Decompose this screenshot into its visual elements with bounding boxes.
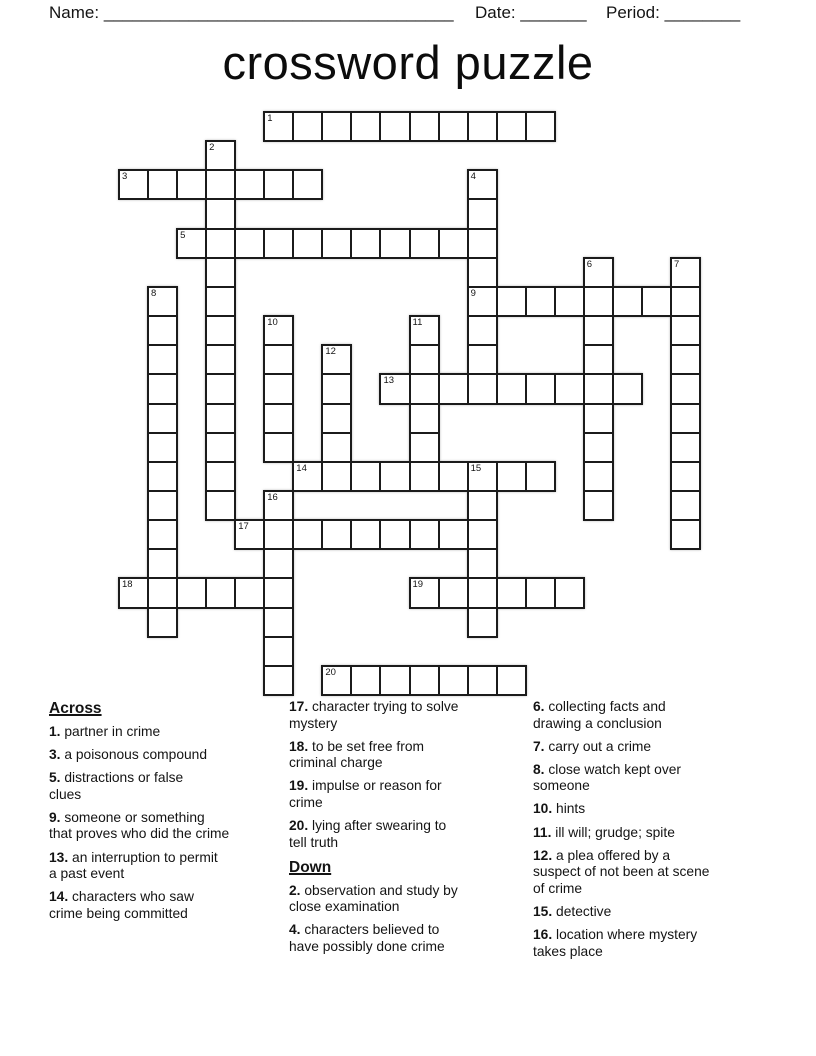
grid-cell[interactable] [147, 373, 178, 404]
clue-number: 8. [533, 761, 545, 777]
grid-cell[interactable] [292, 461, 323, 492]
clue-item: 6. collecting facts and drawing a conclusion [533, 699, 666, 731]
clue-number: 12. [533, 847, 553, 863]
grid-cell[interactable] [467, 315, 498, 346]
grid-cell[interactable] [350, 228, 381, 259]
grid-cell[interactable] [147, 577, 178, 608]
grid-cell[interactable] [205, 140, 236, 171]
grid-cell[interactable] [147, 490, 178, 521]
grid-cell[interactable] [670, 286, 701, 317]
grid-cell[interactable] [525, 373, 556, 404]
cell-number: 9 [470, 287, 476, 299]
grid-cell[interactable] [292, 111, 323, 142]
grid-cell[interactable] [118, 577, 149, 608]
grid-cell[interactable] [496, 286, 527, 317]
cell-number: 6 [586, 258, 593, 270]
grid-cell[interactable] [176, 577, 207, 608]
grid-cell[interactable] [147, 169, 178, 200]
clue-number: 17. [289, 699, 309, 714]
grid-cell[interactable] [409, 519, 440, 550]
grid-cell[interactable] [263, 373, 294, 404]
grid-cell[interactable] [670, 315, 701, 346]
cell-number: 7 [673, 258, 680, 270]
grid-cell[interactable] [205, 373, 236, 404]
cell-number: 10 [267, 317, 278, 329]
grid-cell[interactable] [438, 228, 469, 259]
grid-cell[interactable] [525, 577, 556, 608]
clue-number: 4. [289, 922, 301, 938]
grid-cell[interactable] [321, 373, 352, 404]
grid-cell[interactable] [670, 403, 701, 434]
grid-cell[interactable] [234, 169, 265, 200]
grid-cell[interactable] [234, 519, 265, 550]
grid-cell[interactable] [147, 315, 178, 346]
grid-cell[interactable] [467, 461, 498, 492]
grid-cell[interactable] [321, 344, 352, 375]
clue-item: 14. characters who saw crime being committed [49, 889, 194, 921]
clue-number: 5. [49, 770, 61, 786]
clue-number: 20. [289, 818, 309, 834]
grid-cell[interactable] [554, 286, 585, 317]
grid-cell[interactable] [583, 315, 614, 346]
grid-cell[interactable] [409, 344, 440, 375]
grid-cell[interactable] [205, 461, 236, 492]
grid-cell[interactable] [205, 257, 236, 288]
grid-cell[interactable] [438, 111, 469, 142]
clue-number: 2. [289, 882, 301, 898]
grid-cell[interactable] [670, 490, 701, 521]
grid-cell[interactable] [409, 111, 440, 142]
grid-cell[interactable] [292, 228, 323, 259]
grid-cell[interactable] [205, 315, 236, 346]
grid-cell[interactable] [583, 344, 614, 375]
grid-cell[interactable] [205, 286, 236, 317]
grid-cell[interactable] [670, 257, 701, 288]
grid-cell[interactable] [147, 432, 178, 463]
clue-number: 1. [49, 724, 61, 739]
grid-cell[interactable] [321, 665, 352, 696]
grid-cell[interactable] [321, 519, 352, 550]
grid-cell[interactable] [409, 432, 440, 463]
grid-cell[interactable] [409, 461, 440, 492]
cell-number: 3 [122, 171, 128, 183]
grid-cell[interactable] [554, 373, 585, 404]
clue-item: 11. ill will; grudge; spite [533, 824, 675, 840]
clue-number: 10. [533, 801, 553, 817]
grid-cell[interactable] [670, 373, 701, 404]
grid-cell[interactable] [205, 344, 236, 375]
grid-cell[interactable] [147, 548, 178, 579]
grid-cell[interactable] [583, 373, 614, 404]
grid-cell[interactable] [263, 490, 294, 521]
grid-cell[interactable] [496, 111, 527, 142]
period-line[interactable]: ________ [664, 3, 741, 22]
grid-cell[interactable] [525, 286, 556, 317]
clue-number: 14. [49, 889, 69, 905]
grid-cell[interactable] [350, 665, 381, 696]
clue-number: 6. [533, 699, 545, 714]
grid-cell[interactable] [583, 403, 614, 434]
clue-column-left [49, 699, 293, 929]
grid-cell[interactable] [438, 461, 469, 492]
grid-cell[interactable] [205, 577, 236, 608]
grid-cell[interactable] [438, 373, 469, 404]
grid-cell[interactable] [641, 286, 672, 317]
grid-cell[interactable] [496, 461, 527, 492]
grid-cell[interactable] [583, 490, 614, 521]
grid-cell[interactable] [350, 519, 381, 550]
clue-item: 10. hints [533, 801, 586, 817]
cell-number: 14 [296, 462, 307, 474]
grid-cell[interactable] [205, 403, 236, 434]
grid-cell[interactable] [409, 228, 440, 259]
grid-cell[interactable] [379, 665, 410, 696]
across-heading: Across [49, 700, 102, 717]
clue-column-middle [289, 699, 533, 962]
down-heading: Down [289, 858, 332, 876]
cell-number: 5 [180, 229, 186, 241]
grid-cell[interactable] [670, 519, 701, 550]
grid-cell[interactable] [467, 548, 498, 579]
grid-cell[interactable] [205, 169, 236, 200]
grid-cell[interactable] [263, 169, 294, 200]
clue-item: 7. carry out a crime [533, 738, 652, 754]
grid-cell[interactable] [205, 228, 236, 259]
grid-cell[interactable] [670, 432, 701, 463]
grid-cell[interactable] [321, 111, 352, 142]
grid-cell[interactable] [438, 665, 469, 696]
grid-cell[interactable] [525, 461, 556, 492]
cell-number: 4 [470, 171, 476, 183]
grid-cell[interactable] [379, 111, 410, 142]
grid-cell[interactable] [147, 344, 178, 375]
grid-cell[interactable] [409, 315, 440, 346]
grid-cell[interactable] [467, 257, 498, 288]
grid-cell[interactable] [467, 111, 498, 142]
cell-number: 12 [325, 346, 336, 358]
clue-item: 16. location where mystery takes place [533, 927, 698, 959]
grid-cell[interactable] [147, 286, 178, 317]
grid-cell[interactable] [467, 519, 498, 550]
grid-cell[interactable] [234, 228, 265, 259]
cell-number: 1 [267, 113, 273, 124]
grid-cell[interactable] [263, 403, 294, 434]
grid-cell[interactable] [467, 286, 498, 317]
cell-number: 19 [412, 579, 424, 591]
grid-cell[interactable] [176, 228, 207, 259]
cell-number: 17 [238, 521, 249, 533]
clue-item: 17. character trying to solve mystery [289, 699, 459, 731]
grid-cell[interactable] [467, 228, 498, 259]
grid-cell[interactable] [147, 461, 178, 492]
cell-number: 8 [151, 287, 157, 299]
grid-cell[interactable] [292, 519, 323, 550]
grid-cell[interactable] [496, 577, 527, 608]
clue-number: 19. [289, 778, 309, 794]
name-line[interactable]: _____________________________________ [103, 3, 454, 22]
grid-cell[interactable] [292, 169, 323, 200]
grid-cell[interactable] [379, 373, 410, 404]
grid-cell[interactable] [467, 665, 498, 696]
grid-cell[interactable] [670, 461, 701, 492]
grid-cell[interactable] [496, 373, 527, 404]
grid-cell[interactable] [583, 286, 614, 317]
grid-cell[interactable] [263, 111, 294, 142]
grid-cell[interactable] [409, 373, 440, 404]
grid-cell[interactable] [583, 461, 614, 492]
clue-item: 8. close watch kept over someone [533, 761, 682, 794]
grid-cell[interactable] [438, 519, 469, 550]
grid-cell[interactable] [670, 344, 701, 375]
clue-number: 7. [533, 738, 545, 754]
cell-number: 15 [470, 462, 482, 474]
clue-item: 15. detective [533, 903, 612, 919]
grid-cell[interactable] [263, 228, 294, 259]
name-label: Name: [49, 3, 100, 22]
grid-cell[interactable] [525, 111, 556, 142]
clue-item: 19. impulse or reason for crime [289, 778, 442, 810]
grid-cell[interactable] [379, 461, 410, 492]
grid-cell[interactable] [205, 490, 236, 521]
grid-cell[interactable] [263, 548, 294, 579]
period-label: Period: [606, 3, 660, 22]
clue-column-right [533, 699, 777, 967]
cell-number: 13 [383, 375, 395, 387]
clue-item: 20. lying after swearing to tell truth [289, 818, 447, 850]
cell-number: 16 [267, 491, 278, 503]
grid-cell[interactable] [321, 228, 352, 259]
grid-cell[interactable] [554, 577, 585, 608]
grid-cell[interactable] [467, 198, 498, 229]
grid-cell[interactable] [467, 169, 498, 200]
grid-cell[interactable] [147, 403, 178, 434]
grid-cell[interactable] [350, 111, 381, 142]
grid-cell[interactable] [467, 577, 498, 608]
clue-number: 3. [49, 747, 61, 763]
grid-cell[interactable] [263, 519, 294, 550]
grid-cell[interactable] [176, 169, 207, 200]
clue-number: 16. [533, 927, 553, 943]
clue-item: 2. observation and study by close examination [289, 882, 458, 915]
grid-cell[interactable] [147, 519, 178, 550]
date-label: Date: [475, 3, 516, 22]
grid-cell[interactable] [467, 373, 498, 404]
grid-cell[interactable] [263, 344, 294, 375]
grid-cell[interactable] [350, 461, 381, 492]
clue-item: 18. to be set free from criminal charge [289, 738, 424, 771]
grid-cell[interactable] [467, 344, 498, 375]
grid-cell[interactable] [583, 432, 614, 463]
grid-cell[interactable] [234, 577, 265, 608]
grid-cell[interactable] [409, 403, 440, 434]
grid-cell[interactable] [321, 403, 352, 434]
clue-item: 12. a plea offered by a suspect of not been at scene of crime [533, 847, 710, 896]
grid-cell[interactable] [263, 432, 294, 463]
clue-item: 3. a poisonous compound [49, 747, 208, 763]
clue-number: 9. [49, 809, 61, 825]
grid-cell[interactable] [496, 665, 527, 696]
grid-cell[interactable] [263, 636, 294, 667]
grid-cell[interactable] [263, 577, 294, 608]
grid-cell[interactable] [583, 257, 614, 288]
grid-cell[interactable] [379, 519, 410, 550]
grid-cell[interactable] [263, 315, 294, 346]
clue-number: 11. [533, 824, 552, 840]
grid-cell[interactable] [118, 169, 149, 200]
cell-number: 20 [325, 666, 336, 678]
cell-number: 11 [412, 317, 423, 329]
clue-item: 5. distractions or false clues [49, 770, 184, 802]
clue-item: 13. an interruption to permit a past event [49, 849, 218, 882]
grid-cell[interactable] [205, 198, 236, 229]
grid-cell[interactable] [438, 577, 469, 608]
grid-cell[interactable] [321, 432, 352, 463]
grid-cell[interactable] [263, 607, 294, 638]
grid-cell[interactable] [467, 607, 498, 638]
cell-number: 18 [122, 579, 133, 591]
grid-cell[interactable] [321, 461, 352, 492]
clue-number: 18. [289, 738, 309, 754]
grid-cell[interactable] [263, 665, 294, 696]
date-line[interactable]: _______ [520, 3, 587, 22]
clue-item: 4. characters believed to have possibly done crime [289, 922, 445, 955]
clue-item: 1. partner in crime [49, 724, 161, 739]
clue-item: 9. someone or something that proves who did the crime [49, 809, 230, 842]
clue-number: 13. [49, 849, 69, 865]
grid-cell[interactable] [467, 490, 498, 521]
grid-cell[interactable] [409, 665, 440, 696]
grid-cell[interactable] [612, 373, 643, 404]
page-title: crossword puzzle [222, 36, 594, 89]
grid-cell[interactable] [147, 607, 178, 638]
grid-cell[interactable] [612, 286, 643, 317]
grid-cell[interactable] [409, 577, 440, 608]
grid-cell[interactable] [379, 228, 410, 259]
grid-cell[interactable] [205, 432, 236, 463]
clue-number: 15. [533, 903, 553, 919]
cell-number: 2 [209, 142, 215, 154]
